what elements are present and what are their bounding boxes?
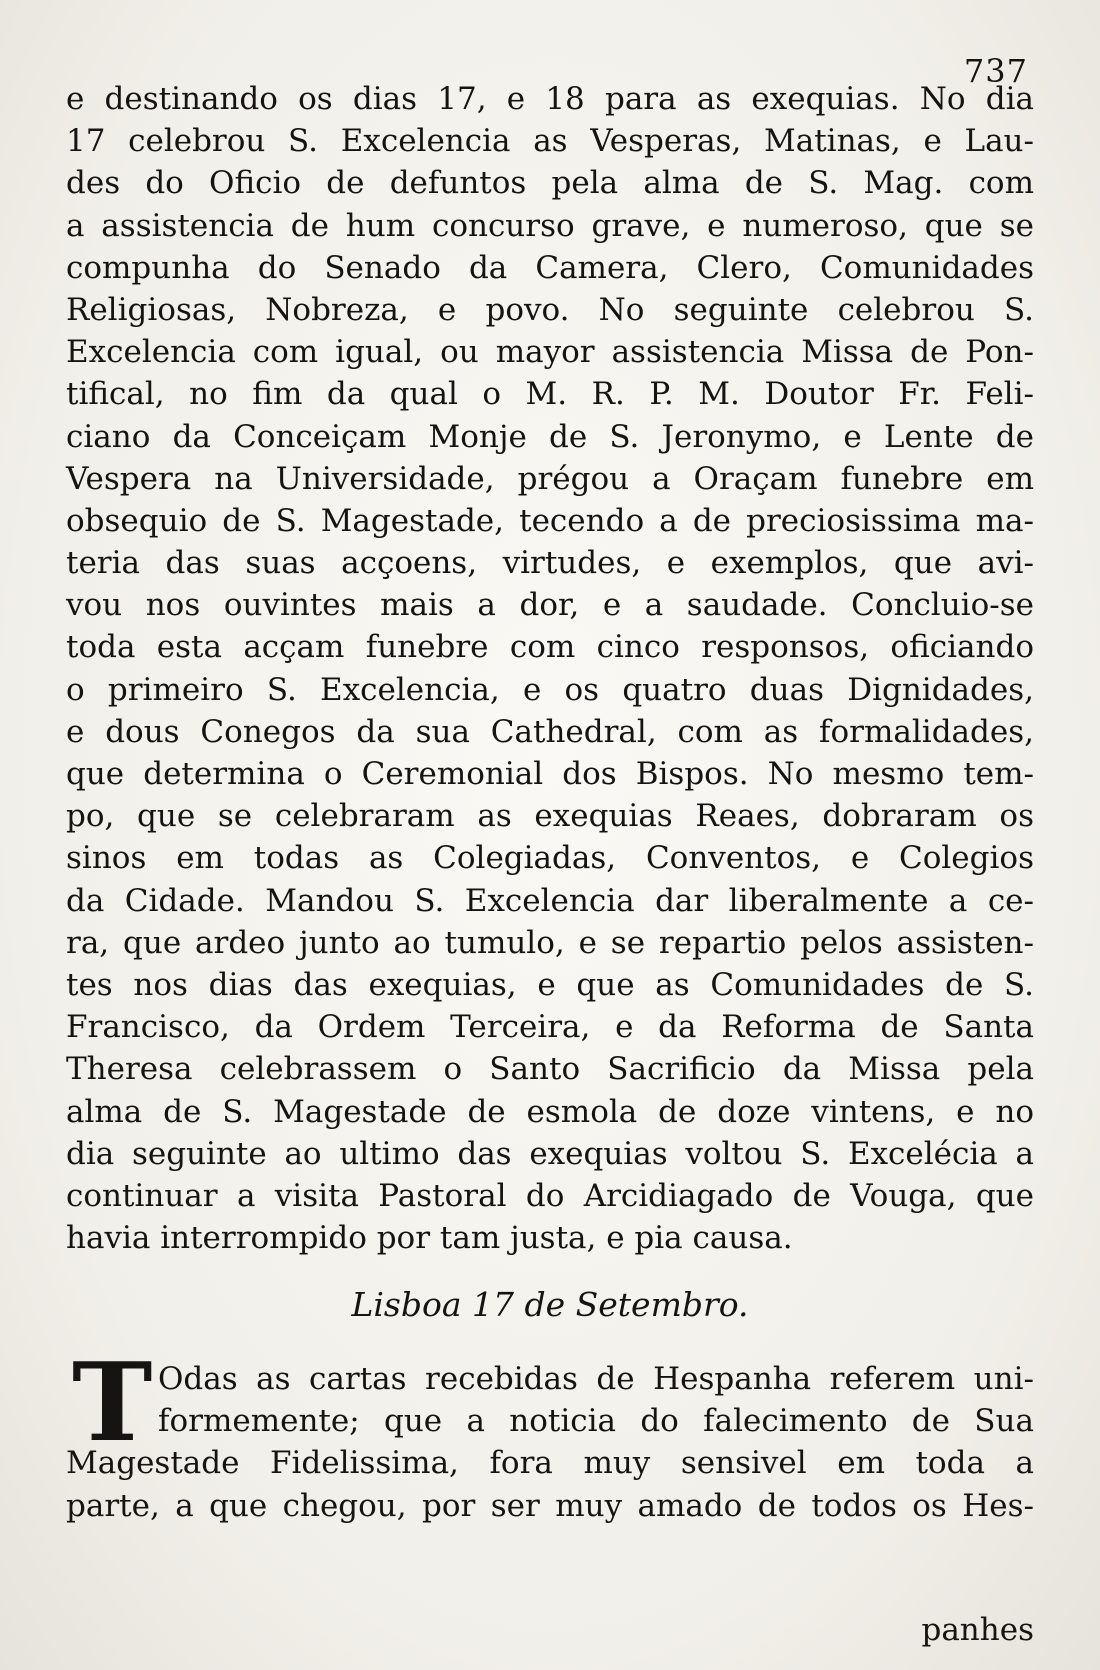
- text-line: dia seguinte ao ultimo das exequias voltou S. Excelécia a: [66, 1135, 1034, 1172]
- text-line: ciano da Conceiçam Monje de S. Jeronymo, e Lente de: [66, 418, 1034, 455]
- text-line: vou nos ouvintes mais a dor, e a saudade. Concluio-se: [66, 587, 1034, 624]
- text-line: que determina o Ceremonial dos Bispos. No mesmo tem-: [66, 756, 1034, 792]
- text-line: Theresa celebrassem o Santo Sacrificio da Missa pela: [66, 1051, 1034, 1088]
- text-line: e destinando os dias 17, e 18 para as exequias. No dia: [66, 81, 1034, 117]
- text-line: ra, que ardeo junto ao tumulo, e se repartio pelos assisten-: [66, 924, 1034, 961]
- text-line: parte, a que chegou, por ser muy amado de todos os Hes-: [66, 1487, 1034, 1524]
- text-line: e dous Conegos da sua Cathedral, com as formalidades,: [66, 713, 1034, 750]
- text-line: teria das suas acçoens, virtudes, e exemplos, que avi-: [66, 545, 1034, 582]
- text-line: alma de S. Magestade de esmola de doze vintens, e no: [66, 1093, 1034, 1130]
- text-line: havia interrompido por tam justa, e pia causa.: [66, 1220, 793, 1257]
- text-line: des do Oficio de defuntos pela alma de S. Mag. com: [66, 165, 1034, 202]
- text-line: Excelencia com igual, ou mayor assistencia Missa de Pon-: [66, 334, 1034, 371]
- text-line: a assistencia de hum concurso grave, e numeroso, que se: [66, 207, 1034, 244]
- paragraph-exequias: [66, 78, 1034, 1259]
- text-line: Vespera na Universidade, prégou a Oraçam funebre em: [66, 460, 1034, 497]
- text-line: obsequio de S. Magestade, tecendo a de preciosissima ma-: [66, 502, 1034, 539]
- dateline-heading: Lisboa 17 de Setembro.: [351, 1285, 749, 1324]
- text-line: Odas as cartas recebidas de Hespanha referem uni-: [158, 1361, 1034, 1397]
- text-line: continuar a visita Pastoral do Arcidiagado de Vouga, que: [66, 1177, 1034, 1214]
- text-line: sinos em todas as Colegiadas, Conventos, e Colegios: [66, 840, 1034, 877]
- text-line: o primeiro S. Excelencia, e os quatro duas Dignidades,: [66, 671, 1034, 708]
- text-line: po, que se celebraram as exequias Reaes, dobraram os: [66, 798, 1034, 835]
- text-line: Francisco, da Ordem Terceira, e da Reforma de Santa: [66, 1009, 1034, 1046]
- page-number: 737: [963, 52, 1028, 90]
- catchword: panhes: [921, 1612, 1034, 1648]
- paragraph-lisboa: [66, 1340, 1034, 1527]
- drop-cap: T: [72, 1340, 153, 1466]
- text-line: compunha do Senado da Camera, Clero, Comunidades: [66, 249, 1034, 286]
- text-line: Religiosas, Nobreza, e povo. No seguinte celebrou S.: [66, 291, 1034, 328]
- text-line: formemente; que a noticia do falecimento de Sua: [158, 1403, 1034, 1440]
- text-line: tifical, no fim da qual o M. R. P. M. Doutor Fr. Feli-: [66, 376, 1034, 413]
- text-line: toda esta acçam funebre com cinco responsos, oficiando: [66, 629, 1034, 666]
- text-line: da Cidade. Mandou S. Excelencia dar liberalmente a ce-: [66, 882, 1034, 919]
- text-line: 17 celebrou S. Excelencia as Vesperas, Matinas, e Lau-: [66, 123, 1034, 160]
- text-line: Magestade Fidelissima, fora muy sensivel em toda a: [66, 1445, 1034, 1482]
- text-line: tes nos dias das exequias, e que as Comunidades de S.: [66, 966, 1034, 1003]
